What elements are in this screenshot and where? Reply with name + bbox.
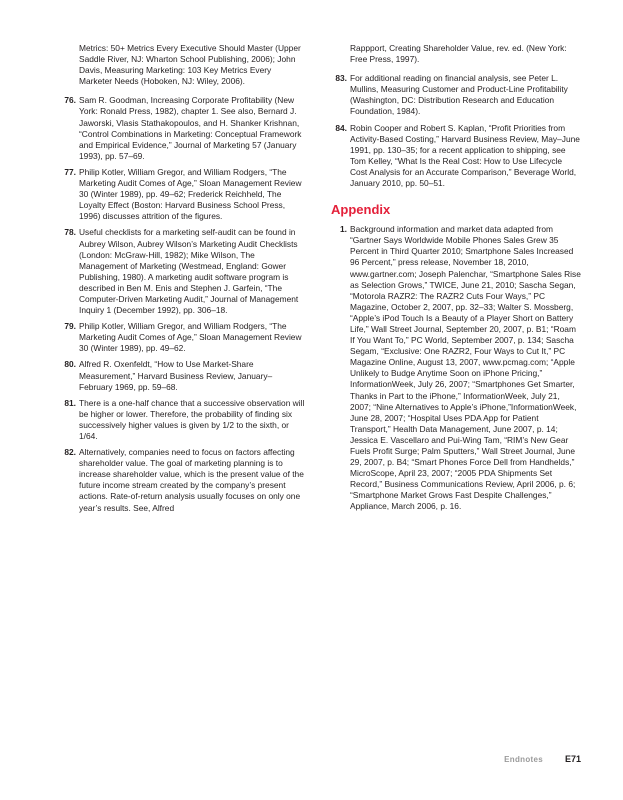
note-continuation	[60, 43, 305, 87]
endnote-82	[60, 447, 305, 514]
note-text: Metrics: 50+ Metrics Every Executive Should Master (Upper Saddle River, NJ: Wharton School Publishing, 2006); John Davis, Measuring Marketing: 103 Key Metrics Every Marketer Needs (Hoboken, NJ: Wiley, 2006).	[79, 43, 301, 87]
endnote-number: 82.	[64, 447, 76, 458]
endnote-83	[331, 73, 581, 117]
endnote-text: Background information and market data adapted from “Gartner Says Worldwide Mobile Phones Sales Grew 35 Percent in Third Quarter 2010; Smartphone Sales Increased 96 Percent,” press release, November 18, 2010, www.gartner.com; Joseph Palenchar, “Smartphone Sales Rise as Selection Grows,” TWICE, June 21, 2010; Sascha Segan, “Motorola RAZR2: The RAZR2 Cuts Four Ways,” PC Magazine, October 2, 2007, pp. 32–33; Walter S. Mossberg, “Apple’s iPod Touch Is a Beauty of a Player Short on Battery Life,” Wall Street Journal, September 20, 2007, p. B1; “Roam If You Want To,” PC World, September 2007, p. 134; Sascha Segam, “Exclusive: One RAZR2, Four Ways to Cut It,” PC Magazine Online, August 13, 2007, www.pcmag.com; “Apple Unlikely to Budge Anytime Soon on iPhone Pricing,” InformationWeek, July 26, 2007; “Smartphones Get Smarter, Thanks in Part to the iPhone,” InformationWeek, July 21, 2007; “Nine Alternatives to Apple’s iPhone,”InformationWeek, June 28, 2007; “Hospital Uses PDA App for Patient Transport,” Health Data Management, June 2007, p. 14; Jessica E. Vascellaro and Pui-Wing Tam, “RIM’s New Gear Fuels Profit Surge; Palm Sputters,” Wall Street Journal, June 29, 2007, p. B4; “Smart Phones Force Dell from Handhelds,” MicroScope, April 23, 2007; “2005 PDA Shipments Set Record,” Business Communications Review, April 2006, p. 6; “Smartphone Market Grows Fast Despite Challenges,” Appliance, March 2006, p. 16.	[350, 224, 581, 512]
endnote-number: 80.	[64, 359, 76, 370]
endnote-84	[331, 123, 581, 190]
endnote-text: Robin Cooper and Robert S. Kaplan, “Profit Priorities from Activity-Based Costing,” Harvard Business Review, May–June 1991, pp. 130–35; for a recent application to shipping, see Tom Kelley, “What Is the Real Cost: How to Use Lifecycle Cost Analysis for an Accurate Comparison,” Beverage World, January 2010, pp. 50–51.	[350, 122, 580, 189]
page-number: E71	[564, 754, 581, 764]
endnote-number: 83.	[335, 73, 347, 84]
endnote-76	[60, 95, 305, 162]
endnote-81	[60, 398, 305, 442]
endnote-text: Sam R. Goodman, Increasing Corporate Profitability (New York: Ronald Press, 1982), chapter 1. See also, Bernard J. Jaworski, Vlasis Stathakopoulos, and H. Shanker Krishnan, “Control Combinations in Marketing: Conceptual Framework and Empirical Evidence,” Journal of Marketing 57 (January 1993), pp. 57–69.	[79, 95, 302, 161]
endnote-text: For additional reading on financial analysis, see Peter L. Mullins, Measuring Customer and Product-Line Profitability (Washington, DC: Distribution Research and Education Foundation, 1984).	[350, 73, 568, 117]
note-text: Rappport, Creating Shareholder Value, rev. ed. (New York: Free Press, 1997).	[350, 43, 567, 65]
appendix-note-1	[331, 224, 581, 512]
footer-section-label: Endnotes	[504, 755, 543, 764]
left-column	[60, 43, 305, 519]
endnote-text: Alternatively, companies need to focus on factors affecting shareholder value. The goal of marketing planning is to increase shareholder value, which is the present value of the future income stream created by the company’s present actions. Rate-of-return analysis usually focuses on only one year’s results. See, Alfred	[79, 447, 304, 513]
endnote-77	[60, 167, 305, 222]
endnote-78	[60, 227, 305, 316]
endnote-80	[60, 359, 305, 392]
appendix-heading: Appendix	[331, 202, 391, 218]
note-continuation	[331, 43, 581, 65]
endnote-number: 76.	[64, 95, 76, 106]
endnote-number: 81.	[64, 397, 76, 408]
endnote-text: There is a one-half chance that a successive observation will be higher or lower. Therefore, the probability of finding six successively higher values is given by 1/2 to the sixth, or 1/64.	[79, 397, 305, 441]
endnote-number: 77.	[64, 166, 76, 177]
endnote-number: 1.	[340, 224, 347, 235]
endnote-text: Philip Kotler, William Gregor, and William Rodgers, “The Marketing Audit Comes of Age,” Sloan Management Review 30 (Winter 1989), pp. 49–62; Frederick Reichheld, The Loyalty Effect (Boston: Harvard Business School Press, 1996) discusses attrition of the figures.	[79, 166, 302, 222]
endnote-text: Alfred R. Oxenfeldt, “How to Use Market-Share Measurement,” Harvard Business Review, January–February 1969, pp. 59–68.	[79, 359, 273, 392]
endnote-79	[60, 321, 305, 354]
endnote-text: Useful checklists for a marketing self-audit can be found in Aubrey Wilson, Aubrey Wilson’s Marketing Audit Checklists (London: McGraw-Hill, 1982); Mike Wilson, The Management of Marketing (Westmead, England: Gower Publishing, 1980). A marketing audit software program is described in Ben M. Enis and Stephen J. Garfein, “The Computer-Driven Marketing Audit,” Journal of Management Inquiry 1 (December 1992), pp. 306–18.	[79, 227, 299, 316]
right-column	[331, 43, 581, 518]
endnote-number: 84.	[335, 122, 347, 133]
endnote-text: Philip Kotler, William Gregor, and William Rodgers, “The Marketing Audit Comes of Age,” Sloan Management Review 30 (Winter 1989), pp. 49–62.	[79, 321, 302, 354]
endnote-number: 78.	[64, 227, 76, 238]
endnote-number: 79.	[64, 321, 76, 332]
